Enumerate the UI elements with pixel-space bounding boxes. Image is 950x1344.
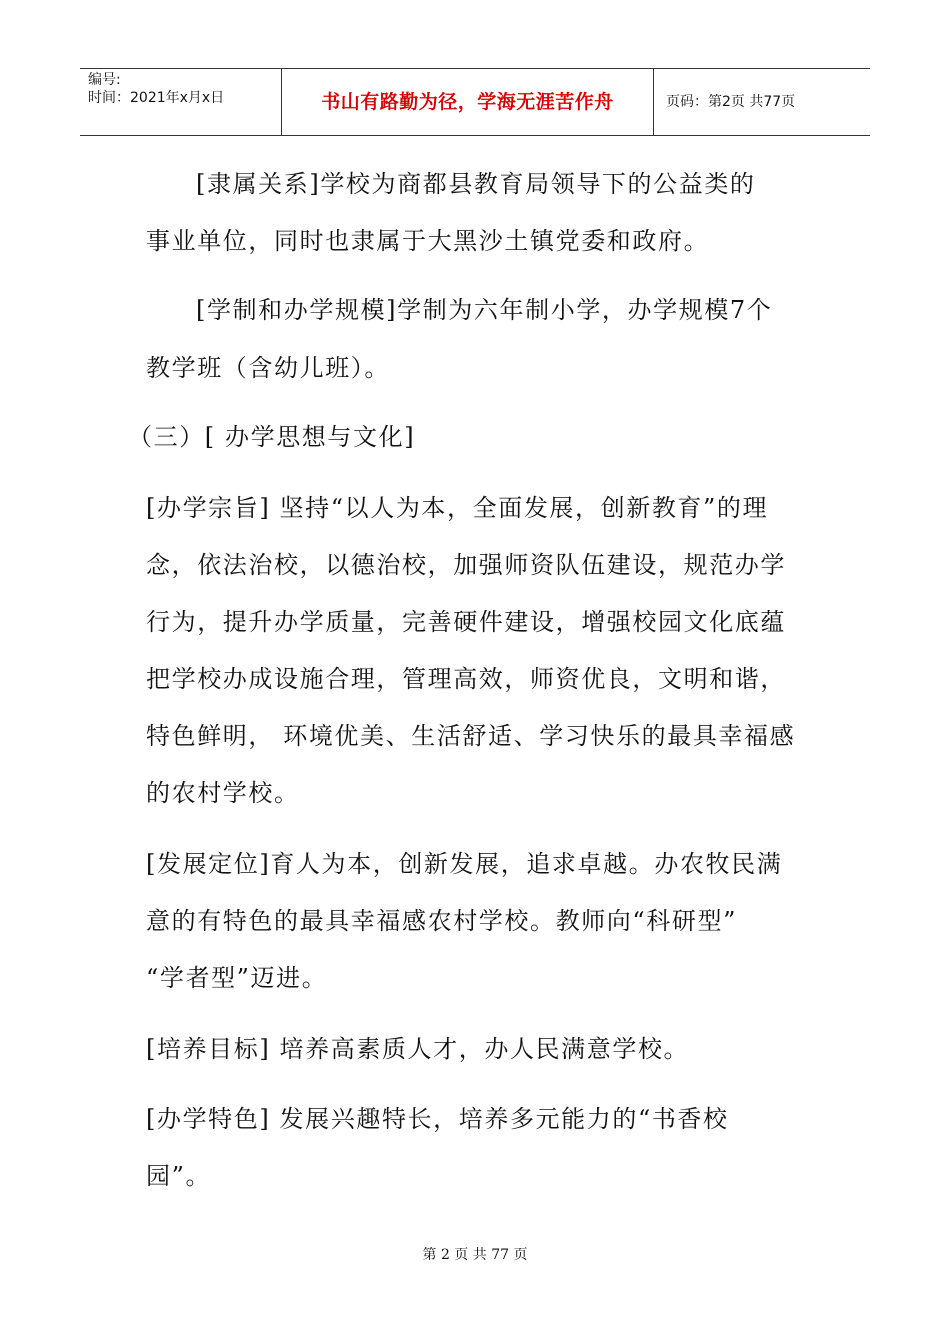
- body-line: 念，依法治校，以德治校，加强师资队伍建设，规范办学: [146, 551, 786, 579]
- body-line: [办学特色] 发展兴趣特长，培养多元能力的“书香校: [146, 1105, 729, 1133]
- page-header: [80, 68, 870, 136]
- body-line: 特色鲜明， 环境优美、生活舒适、学习快乐的最具幸福感: [146, 722, 796, 750]
- page-footer: 第 2 页 共 77 页: [422, 1247, 528, 1263]
- body-line: 的农村学校。: [146, 779, 300, 807]
- body-line: [培养目标] 培养高素质人才，办人民满意学校。: [146, 1035, 690, 1063]
- body-line: [办学宗旨] 坚持“以人为本，全面发展，创新教育”的理: [146, 494, 769, 522]
- body-line: 园”。: [146, 1162, 212, 1190]
- body-line: 把学校办成设施合理，管理高效，师资优良，文明和谐，: [146, 665, 786, 693]
- body-line: 教学班（含幼儿班）。: [146, 354, 390, 382]
- body-line: 意的有特色的最具幸福感农村学校。教师向“科研型”: [146, 907, 737, 935]
- document-date: 时间：2021年x月x日: [88, 90, 225, 106]
- body-line: [学制和办学规模]学制为六年制小学，办学规模7个: [196, 296, 773, 324]
- body-line: [隶属关系]学校为商都县教育局领导下的公益类的: [196, 170, 756, 198]
- header-page-info: 页码：第2页 共77页: [666, 94, 796, 110]
- body-line: “学者型”迈进。: [146, 964, 328, 992]
- document-number-label: 编号:: [88, 72, 121, 88]
- body-line: [发展定位]育人为本，创新发展，追求卓越。办农牧民满: [146, 850, 783, 878]
- body-line: 行为，提升办学质量，完善硬件建设，增强校园文化底蕴: [146, 608, 786, 636]
- header-meta: [80, 69, 282, 135]
- body-line: 事业单位，同时也隶属于大黑沙土镇党委和政府。: [146, 227, 710, 255]
- section-heading: （三）[ 办学思想与文化]: [128, 423, 416, 451]
- header-motto: 书山有路勤为径，学海无涯苦作舟: [282, 69, 654, 135]
